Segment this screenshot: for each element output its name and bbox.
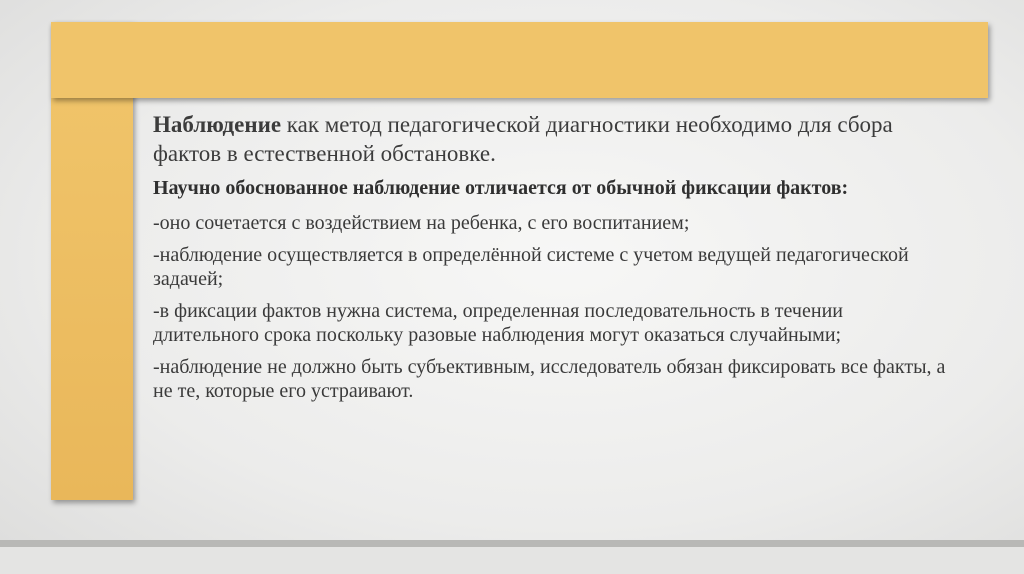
list-item: -оно сочетается с воздействием на ребенка, с его воспитанием; (153, 212, 690, 234)
slide-content (153, 110, 953, 411)
lead-paragraph (153, 110, 953, 168)
lead-text: как метод педагогической диагностики необходимо для сбора фактов в естественной обстановке. (153, 112, 893, 166)
subheading: Научно обоснованное наблюдение отличается от обычной фиксации фактов: (153, 177, 849, 199)
list-item: -наблюдение не должно быть субъективным, исследователь обязан фиксировать все факты, а не те, которые его устраивают. (153, 356, 946, 402)
frame-corner (51, 22, 988, 98)
list-item: -в фиксации фактов нужна система, определенная последовательность в течении длительного срока поскольку разовые наблюдения могут оказаться случайными; (153, 300, 843, 346)
lead-term: Наблюдение (153, 112, 282, 137)
list-item: -наблюдение осуществляется в определённой системе с учетом ведущей педагогической задачей; (153, 244, 909, 290)
footer-divider (0, 540, 1024, 547)
